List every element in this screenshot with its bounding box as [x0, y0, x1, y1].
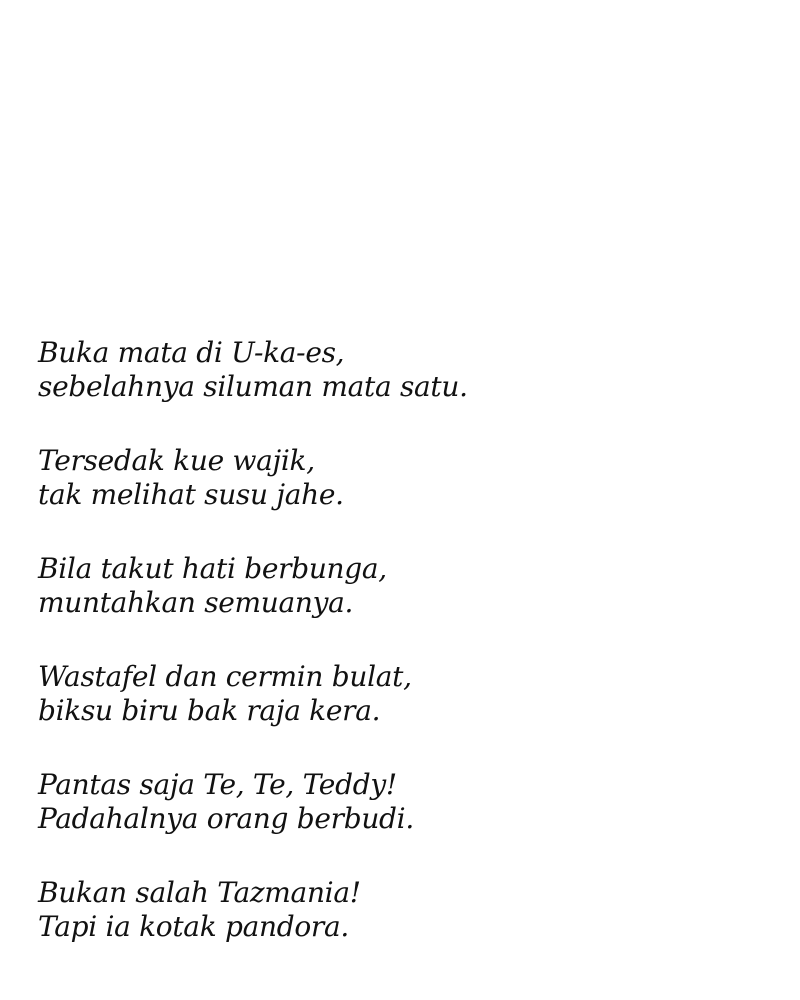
stanza-4: [38, 660, 468, 728]
stanza-6: [38, 876, 468, 944]
poem-line: Tapi ia kotak pandora.: [38, 910, 349, 943]
poem-line: Bila takut hati berbunga,: [38, 552, 387, 585]
poem-line: Pantas saja Te, Te, Teddy!: [38, 768, 397, 801]
poem-body: [38, 336, 468, 944]
poem-line: sebelahnya siluman mata satu.: [38, 370, 468, 403]
poem-line: tak melihat susu jahe.: [38, 478, 344, 511]
stanza-3: [38, 552, 468, 620]
poem-line: biksu biru bak raja kera.: [38, 694, 381, 727]
stanza-1: [38, 336, 468, 404]
stanza-2: [38, 444, 468, 512]
poem-line: Padahalnya orang berbudi.: [38, 802, 414, 835]
poem-line: Buka mata di U-ka-es,: [38, 336, 345, 369]
poem-line: Tersedak kue wajik,: [38, 444, 315, 477]
poem-line: muntahkan semuanya.: [38, 586, 354, 619]
stanza-5: [38, 768, 468, 836]
poem-line: Wastafel dan cermin bulat,: [38, 660, 412, 693]
poem-line: Bukan salah Tazmania!: [38, 876, 361, 909]
